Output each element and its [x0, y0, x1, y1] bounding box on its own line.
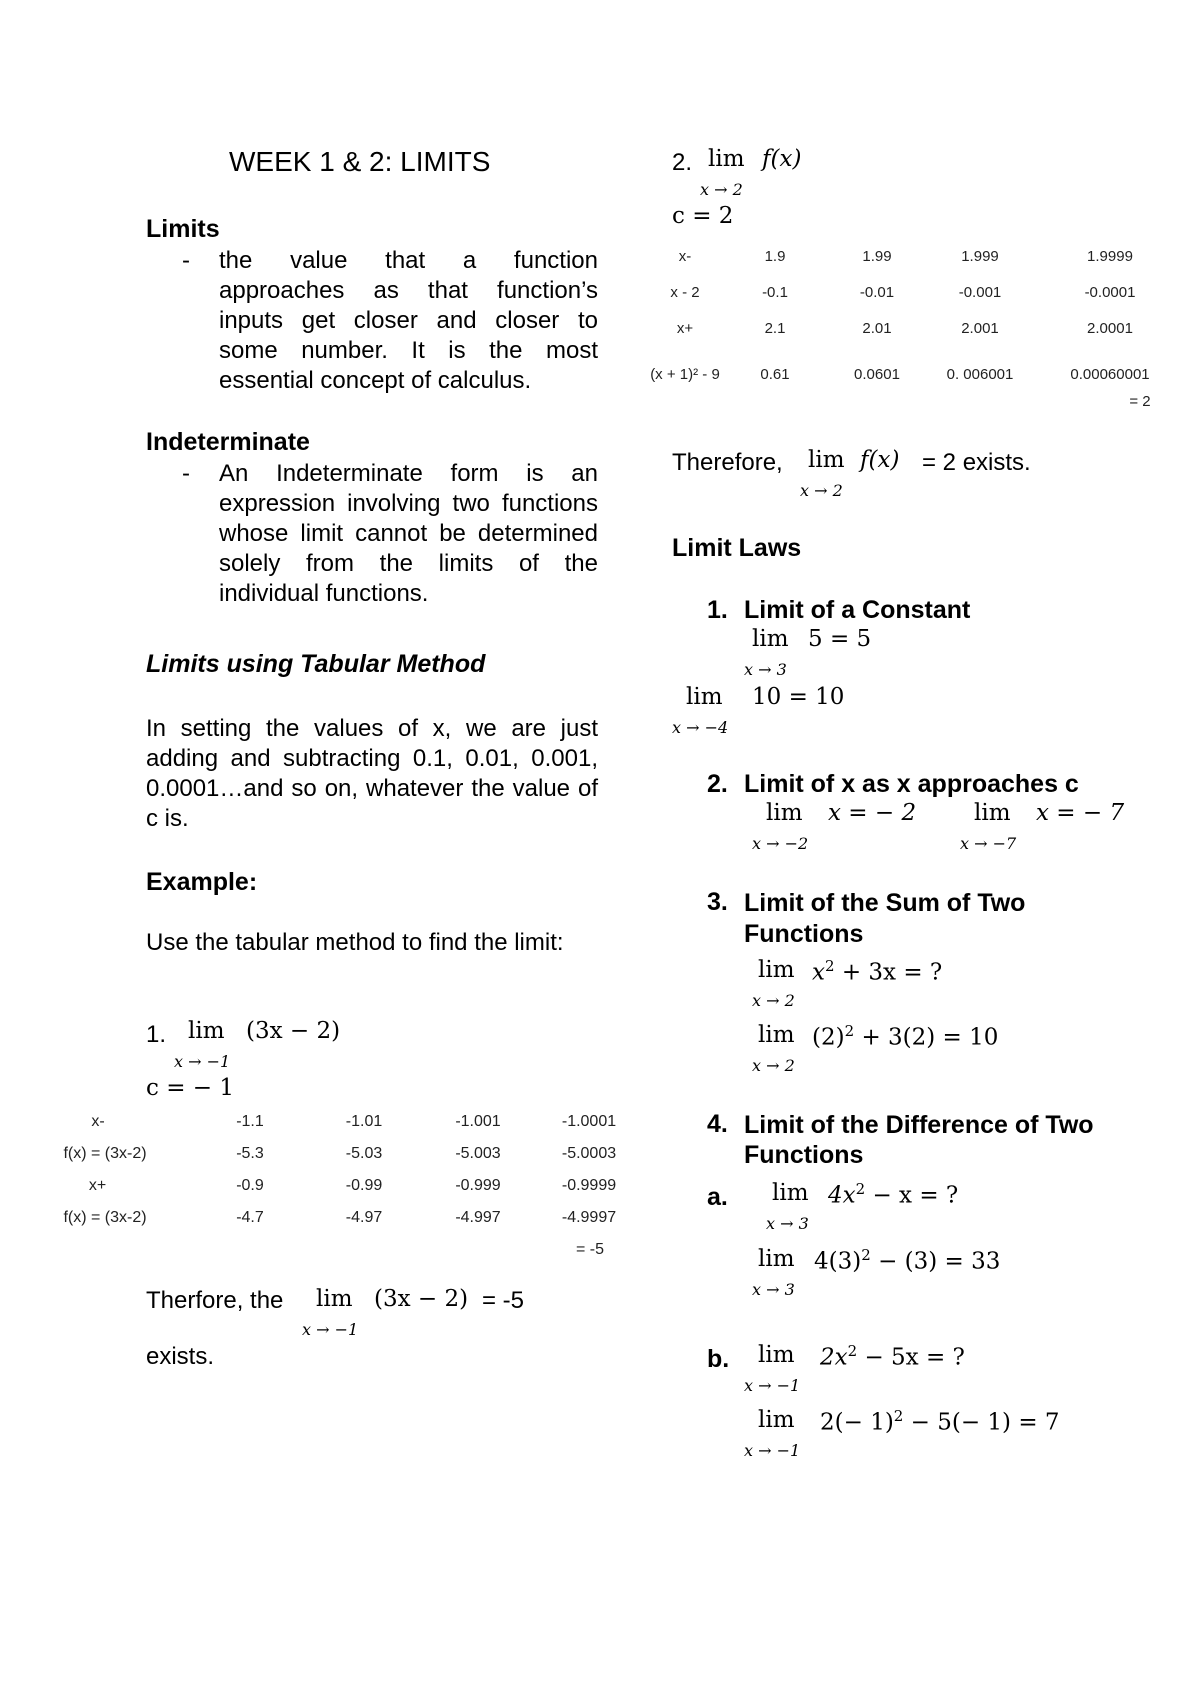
table2-result: = 2 — [1129, 393, 1151, 410]
table2-label: x - 2 — [670, 284, 700, 301]
table1-result: = -5 — [575, 1241, 604, 1258]
example2-lim: lim — [708, 146, 745, 172]
law1-lim-sub: x → −4 — [672, 718, 729, 737]
example1-c-value: c = − 1 — [146, 1075, 234, 1101]
conclusion1-expression: (3x − 2) — [374, 1286, 469, 1312]
law4-lim-sub: x → 3 — [752, 1280, 795, 1299]
table1-cell: -4.997 — [455, 1209, 501, 1226]
table1 — [50, 1110, 630, 1260]
law2-lim-sub: x → −2 — [752, 834, 809, 853]
law3-lim: lim — [758, 1022, 795, 1048]
table2-label: (x + 1)² - 9 — [650, 366, 720, 383]
law1-title: Limit of a Constant — [744, 596, 971, 624]
law2-lim: lim — [766, 800, 803, 826]
example2-expression: f(x) — [762, 146, 802, 172]
table2-cell: -0.01 — [859, 284, 895, 301]
table2-cell: 0.0601 — [854, 366, 900, 383]
law4-lim: lim — [772, 1180, 809, 1206]
law4-expression: $2(- 1)^2 - 5(- 1) = 7$ — [820, 1407, 1060, 1436]
conclusion1-value: = -5 — [482, 1287, 525, 1314]
table1-cell: -0.9 — [236, 1177, 264, 1194]
conclusion1-lim-sub: x → −1 — [302, 1320, 359, 1339]
table2-cell: -0.1 — [762, 284, 788, 301]
law4-letter-a: a. — [707, 1183, 728, 1211]
law3-number: 3. — [707, 888, 728, 916]
table2-cell: 1.9 — [764, 248, 786, 265]
law4-expression: $4x^2 - x$ = ? — [828, 1180, 959, 1209]
conclusion2-expression: f(x) — [860, 447, 900, 473]
limits-heading: Limits — [146, 215, 220, 243]
law1-expression: 10 = 10 — [752, 684, 845, 710]
law1-lim: lim — [686, 684, 723, 710]
table1-label: f(x) = (3x-2) — [63, 1209, 147, 1226]
law4-lim-sub: x → −1 — [744, 1376, 801, 1395]
law3-lim-sub: x → 2 — [752, 1056, 795, 1075]
table1-label: x- — [91, 1113, 105, 1130]
table2-label: x+ — [676, 320, 694, 337]
conclusion2-prefix: Therefore, — [672, 449, 783, 476]
law4-letter-b: b. — [707, 1345, 730, 1373]
table1-cell: -5.3 — [236, 1145, 264, 1162]
table1-cell: -5.03 — [345, 1145, 383, 1162]
law3-title: Limit of the Sum of Two Functions — [744, 889, 1026, 948]
table2-cell: 0.00060001 — [1070, 366, 1150, 383]
law4-expression: $4(3)^2 - (3) = 33$ — [814, 1246, 1001, 1275]
table1-cell: -4.7 — [236, 1209, 264, 1226]
example2-number: 2. — [672, 149, 693, 176]
table1-cell: -0.99 — [345, 1177, 383, 1194]
indeterminate-heading: Indeterminate — [146, 428, 310, 456]
table1-cell: -1.1 — [236, 1113, 264, 1130]
law2-lim: lim — [974, 800, 1011, 826]
law4-lim-sub: x → −1 — [744, 1441, 801, 1460]
table2-cell: 0. 006001 — [946, 366, 1014, 383]
table1-cell: -0.999 — [455, 1177, 501, 1194]
table2-cell: 1.9999 — [1087, 248, 1133, 265]
table2-cell: 2.001 — [961, 320, 999, 337]
tabular-text: In setting the values of x, we are just adding and subtracting 0.1, 0.01, 0.001, 0.0001…and so on, whatever the value of c is. — [146, 715, 598, 832]
example2-lim-sub: x → 2 — [700, 180, 743, 199]
table2-cell: 1.99 — [862, 248, 892, 265]
table2 — [640, 246, 1180, 416]
table2-cell: -0.001 — [958, 284, 1002, 301]
table1-cell: -1.001 — [455, 1113, 501, 1130]
conclusion2-lim-sub: x → 2 — [800, 481, 843, 500]
limits-dash: - — [182, 247, 190, 274]
conclusion2-value: = 2 exists. — [922, 449, 1031, 476]
law3-lim: lim — [758, 957, 795, 983]
table1-cell: -5.0003 — [561, 1145, 617, 1162]
table1-cell: -0.9999 — [561, 1177, 617, 1194]
table1-cell: -5.003 — [455, 1145, 501, 1162]
example1-lim: lim — [188, 1018, 225, 1044]
law1-lim: lim — [752, 626, 789, 652]
limit-laws-heading: Limit Laws — [672, 534, 802, 562]
law1-lim-sub: x → 3 — [744, 660, 787, 679]
law3-expression: $x^2 + 3x$ = ? — [812, 957, 943, 986]
law4-lim: lim — [758, 1342, 795, 1368]
law4-lim-sub: x → 3 — [766, 1214, 809, 1233]
page-title: WEEK 1 & 2: LIMITS — [229, 146, 491, 177]
law2-title: Limit of x as x approaches c — [744, 770, 1079, 798]
table2-label: x- — [678, 248, 692, 265]
law3-lim-sub: x → 2 — [752, 991, 795, 1010]
table1-label: x+ — [88, 1177, 107, 1194]
example2-c-value: c = 2 — [672, 203, 734, 229]
conclusion1-prefix: Therfore, the — [146, 1287, 284, 1314]
table2-cell: -0.0001 — [1084, 284, 1136, 301]
law3-expression: $(2)^2 + 3(2) = 10$ — [812, 1022, 999, 1051]
conclusion1-lim: lim — [316, 1286, 353, 1312]
table2-cell: 2.0001 — [1087, 320, 1133, 337]
tabular-heading: Limits using Tabular Method — [146, 650, 486, 678]
example1-expression: (3x − 2) — [246, 1018, 341, 1044]
indeterminate-dash: - — [182, 460, 190, 487]
law2-number: 2. — [707, 770, 728, 798]
example1-number: 1. — [146, 1021, 167, 1048]
conclusion1-suffix: exists. — [146, 1343, 215, 1370]
law2-lim-sub: x → −7 — [960, 834, 1017, 853]
table2-cell: 0.61 — [760, 366, 790, 383]
law2-expression: x = − 2 — [828, 800, 917, 826]
law4-lim: lim — [758, 1407, 795, 1433]
table1-cell: -1.0001 — [561, 1113, 617, 1130]
law1-expression: 5 = 5 — [808, 626, 872, 652]
law4-number: 4. — [707, 1110, 728, 1138]
table2-cell: 1.999 — [961, 248, 999, 265]
table1-cell: -1.01 — [345, 1113, 383, 1130]
table1-cell: -4.97 — [345, 1209, 383, 1226]
example1-lim-sub: x → −1 — [174, 1052, 231, 1071]
table1-label: f(x) = (3x-2) — [63, 1145, 147, 1162]
conclusion2-lim: lim — [808, 447, 845, 473]
table2-cell: 2.1 — [764, 320, 786, 337]
limits-definition: the value that a function approaches as that function’s inputs get closer and closer to some number. It is the most essential concept of calculus. — [219, 247, 598, 394]
example-text: Use the tabular method to find the limit: — [146, 929, 564, 956]
law4-lim: lim — [758, 1246, 795, 1272]
law4-expression: $2x^2 - 5x$ = ? — [820, 1342, 965, 1371]
table1-cell: -4.9997 — [561, 1209, 617, 1226]
indeterminate-definition: An Indeterminate form is an expression involving two functions whose limit cannot be determined solely from the limits of the individual functions. — [219, 460, 598, 607]
law2-expression: x = − 7 — [1036, 800, 1125, 826]
table2-cell: 2.01 — [862, 320, 892, 337]
law1-number: 1. — [707, 596, 728, 624]
law4-title: Limit of the Difference of Two Functions — [744, 1111, 1094, 1169]
example-heading: Example: — [146, 868, 258, 896]
